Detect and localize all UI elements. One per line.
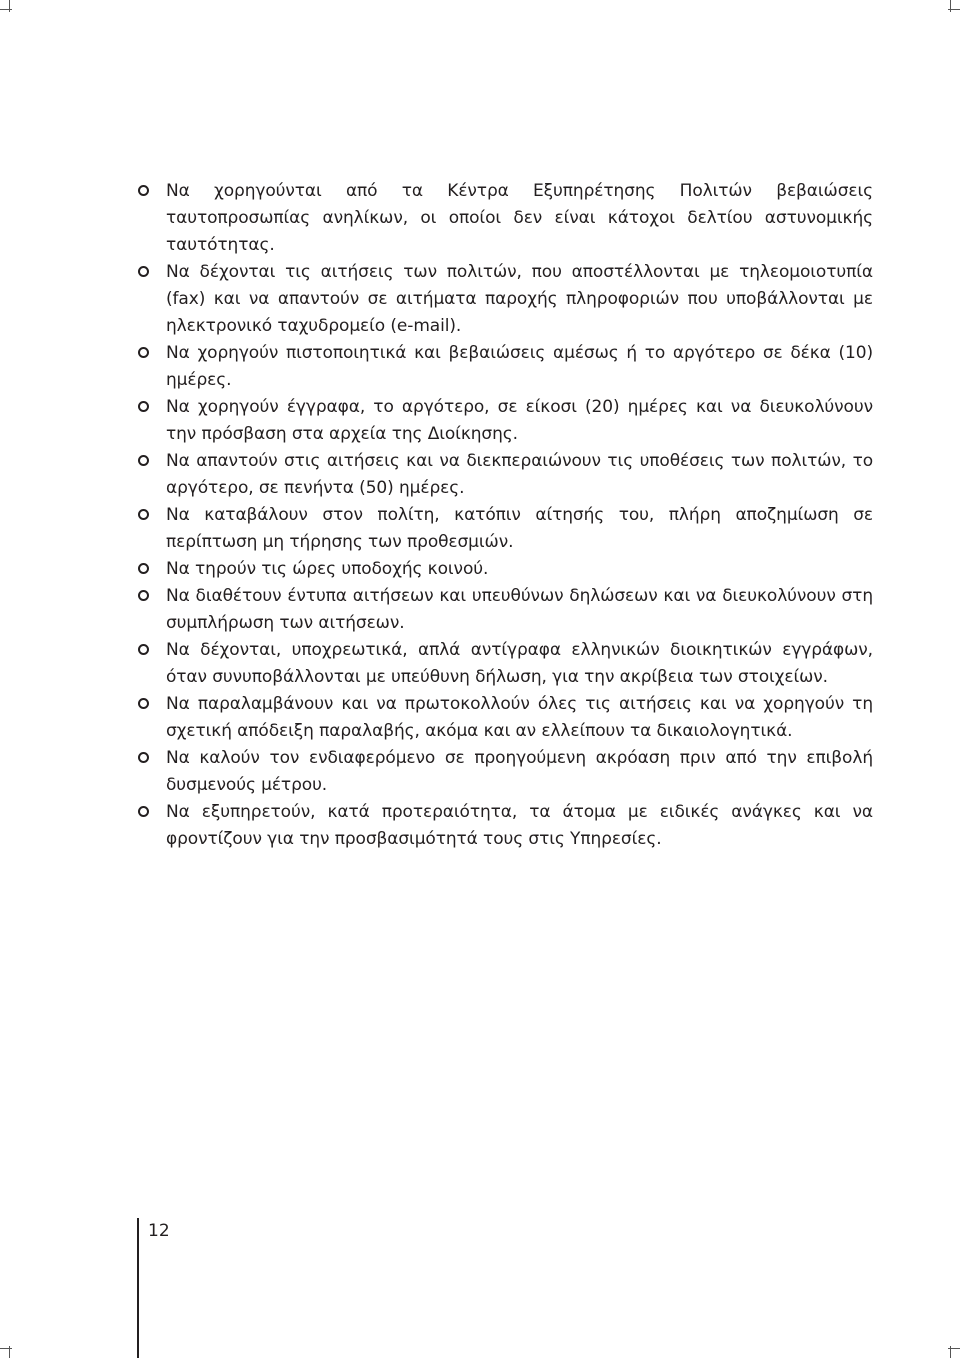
- list-item: [137, 691, 873, 745]
- list-item: [137, 178, 873, 259]
- page-number: 12: [148, 1221, 170, 1241]
- list-item-text: Να απαντούν στις αιτήσεις και να διεκπεραιώνουν τις υποθέσεις των πολιτών, το αργότερο, σε πενήντα (50) ημέρες.: [166, 451, 873, 498]
- list-item: [137, 556, 873, 583]
- hollow-circle-bullet-icon: [138, 644, 149, 655]
- page-number-rule: [137, 1218, 139, 1358]
- list-item: [137, 583, 873, 637]
- hollow-circle-bullet-icon: [138, 455, 149, 466]
- list-item-text: Να δέχονται, υποχρεωτικά, απλά αντίγραφα ελληνικών διοικητικών εγγράφων, όταν συνυποβάλλονται με υπεύθυνη δήλωση, για την ακρίβεια των στοιχείων.: [166, 640, 873, 687]
- list-item: [137, 394, 873, 448]
- list-item-text: Να καταβάλουν στον πολίτη, κατόπιν αίτησής του, πλήρη αποζημίωση σε περίπτωση μη τήρησης των προθεσμιών.: [166, 505, 873, 552]
- list-item-text: Να χορηγούν πιστοποιητικά και βεβαιώσεις αμέσως ή το αργότερο σε δέκα (10) ημέρες.: [166, 343, 873, 390]
- crop-mark-top-left: [9, 0, 10, 12]
- hollow-circle-bullet-icon: [138, 806, 149, 817]
- crop-mark-top-left: [0, 9, 12, 10]
- list-item: [137, 502, 873, 556]
- list-item-text: Να διαθέτουν έντυπα αιτήσεων και υπευθύνων δηλώσεων και να διευκολύνουν στη συμπλήρωση των αιτήσεων.: [166, 586, 873, 633]
- crop-mark-top-right: [948, 9, 960, 10]
- list-item: [137, 637, 873, 691]
- list-item-text: Να τηρούν τις ώρες υποδοχής κοινού.: [166, 559, 489, 579]
- list-item-text: Να χορηγούν έγγραφα, το αργότερο, σε είκοσι (20) ημέρες και να διευκολύνουν την πρόσβαση στα αρχεία της Διοίκησης.: [166, 397, 873, 444]
- hollow-circle-bullet-icon: [138, 590, 149, 601]
- list-item-text: Να εξυπηρετούν, κατά προτεραιότητα, τα άτομα με ειδικές ανάγκες και να φροντίζουν για την προσβασιμότητά τους στις Υπηρεσίες.: [166, 802, 873, 849]
- list-item: [137, 259, 873, 340]
- list-item: [137, 340, 873, 394]
- obligations-list: [137, 178, 873, 853]
- list-item: [137, 745, 873, 799]
- crop-mark-bottom-left: [0, 1348, 12, 1349]
- hollow-circle-bullet-icon: [138, 347, 149, 358]
- crop-mark-top-right: [950, 0, 951, 12]
- list-item-text: Να χορηγούνται από τα Κέντρα Εξυπηρέτησης Πολιτών βεβαιώσεις ταυτοπροσωπίας ανηλίκων, οι οποίοι δεν είναι κάτοχοι δελτίου αστυνομικής ταυτότητας.: [166, 181, 873, 255]
- list-item-text: Να παραλαμβάνουν και να πρωτοκολλούν όλες τις αιτήσεις και να χορηγούν τη σχετική απόδειξη παραλαβής, ακόμα και αν ελλείπουν τα δικαιολογητικά.: [166, 694, 873, 741]
- hollow-circle-bullet-icon: [138, 266, 149, 277]
- crop-mark-bottom-right: [948, 1348, 960, 1349]
- list-item-text: Να καλούν τον ενδιαφερόμενο σε προηγούμενη ακρόαση πριν από την επιβολή δυσμενούς μέτρου.: [166, 748, 873, 795]
- hollow-circle-bullet-icon: [138, 563, 149, 574]
- list-item: [137, 799, 873, 853]
- hollow-circle-bullet-icon: [138, 698, 149, 709]
- list-item-text: Να δέχονται τις αιτήσεις των πολιτών, που αποστέλλονται με τηλεομοιοτυπία (fax) και να απαντούν σε αιτήματα παροχής πληροφοριών που υποβάλλονται με ηλεκτρονικό ταχυδρομείο (e-mail).: [166, 262, 873, 336]
- hollow-circle-bullet-icon: [138, 509, 149, 520]
- hollow-circle-bullet-icon: [138, 185, 149, 196]
- list-item: [137, 448, 873, 502]
- hollow-circle-bullet-icon: [138, 401, 149, 412]
- hollow-circle-bullet-icon: [138, 752, 149, 763]
